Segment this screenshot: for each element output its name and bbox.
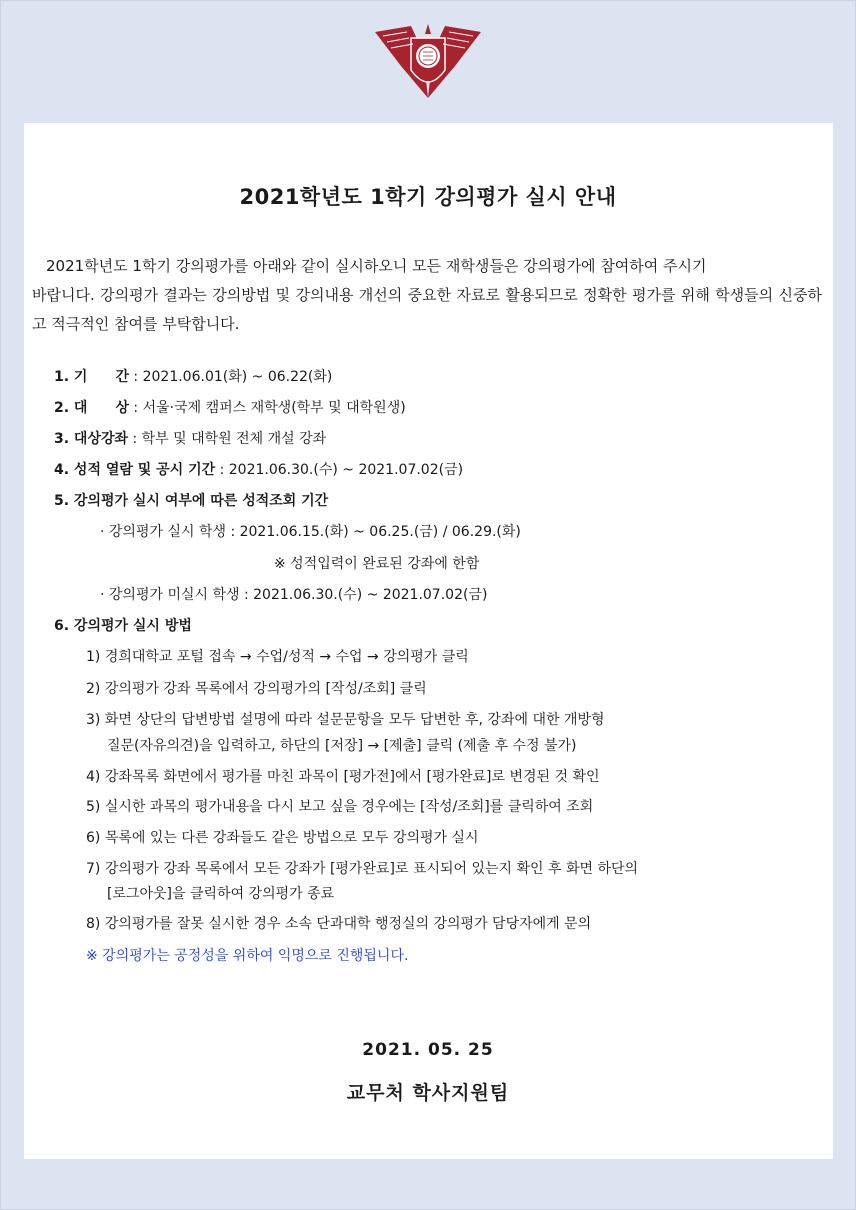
step-text: 목록에 있는 다른 강좌들도 같은 방법으로 모두 강의평가 실시 [104,830,479,846]
item-courses [54,429,326,449]
item-label: 3. 대상강좌 [54,431,129,447]
item-label: 2. 대 상 [54,400,129,416]
step-6 [86,828,479,848]
step-text: 강의평가 강좌 목록에서 강의평가의 [작성/조회] 클릭 [104,681,427,697]
intro-rest: 바랍니다. 강의평가 결과는 강의방법 및 강의내용 개선의 중요한 자료로 활용되므로 정확한 평가를 위해 학생들의 신중하고 적극적인 참여를 부탁합니다. [32,286,822,333]
anonymity-note: ※ 강의평가는 공정성을 위하여 익명으로 진행됩니다. [86,948,409,964]
step-text: 화면 상단의 답변방법 설명에 따라 설문문항을 모두 답변한 후, 강좌에 대한 개방형 [104,712,605,728]
item-target [54,398,406,418]
method-title: 6. 강의평가 실시 방법 [54,618,192,634]
grade-period-done: · 강의평가 실시 학생 : 2021.06.15.(화) ~ 06.25.(금) / 06.29.(화) [100,524,521,540]
step-7 [86,859,638,879]
document-date: 2021. 05. 25 [362,1040,494,1060]
item-value: : 2021.06.30.(수) ~ 2021.07.02(금) [215,462,464,478]
item-label: 4. 성적 열람 및 공시 기간 [54,462,216,478]
step-number: 6) [86,830,101,846]
step-3 [86,710,605,730]
item-grade-view [54,460,463,480]
page-title: 2021학년도 1학기 강의평가 실시 안내 [239,185,617,209]
item-label: 5. 강의평가 실시 여부에 따른 성적조회 기간 [54,493,329,509]
step-3-continued: 질문(자유의견)을 입력하고, 하단의 [저장] → [제출] 클릭 (제출 후 수정 불가) [107,738,577,754]
step-4 [86,767,600,787]
step-number: 1) [86,649,101,665]
step-1 [86,647,469,667]
step-8 [86,914,591,934]
step-number: 7) [86,861,101,877]
step-5 [86,797,593,817]
step-number: 5) [86,799,101,815]
issuing-organization: 교무처 학사지원팀 [346,1082,510,1104]
step-number: 3) [86,712,101,728]
grade-period-note: ※ 성적입력이 완료된 강좌에 한함 [274,556,480,572]
university-emblem-icon [371,22,485,100]
intro-first-line: 2021학년도 1학기 강의평가를 아래와 같이 실시하오니 모든 재학생들은 강의평가에 참여하여 주시기 [46,257,707,275]
step-number: 4) [86,769,101,785]
grade-period-not-done: · 강의평가 미실시 학생 : 2021.06.30.(수) ~ 2021.07.02(금) [100,587,488,603]
step-text: 경희대학교 포털 접속 → 수업/성적 → 수업 → 강의평가 클릭 [104,649,469,665]
step-number: 2) [86,681,101,697]
item-grade-period [54,491,328,511]
item-value: : 학부 및 대학원 전체 개설 강좌 [128,431,327,447]
item-period [54,367,332,387]
step-text: 강의평가 강좌 목록에서 모든 강좌가 [평가완료]로 표시되어 있는지 확인 후 화면 하단의 [104,861,639,877]
step-text: 실시한 과목의 평가내용을 다시 보고 싶을 경우에는 [작성/조회]를 클릭하여 조회 [104,799,594,815]
step-7-continued: [로그아웃]을 클릭하여 강의평가 종료 [107,886,335,902]
step-text: 강좌목록 화면에서 평가를 마친 과목이 [평가전]에서 [평가완료]로 변경된 것 확인 [104,769,600,785]
step-text: 강의평가를 잘못 실시한 경우 소속 단과대학 행정실의 강의평가 담당자에게 문의 [104,916,592,932]
step-2 [86,679,427,699]
step-number: 8) [86,916,101,932]
item-label: 1. 기 간 [54,369,129,385]
intro-paragraph [32,252,822,339]
item-value: : 2021.06.01(화) ~ 06.22(화) [128,369,333,385]
item-value: : 서울·국제 캠퍼스 재학생(학부 및 대학원생) [128,400,406,416]
